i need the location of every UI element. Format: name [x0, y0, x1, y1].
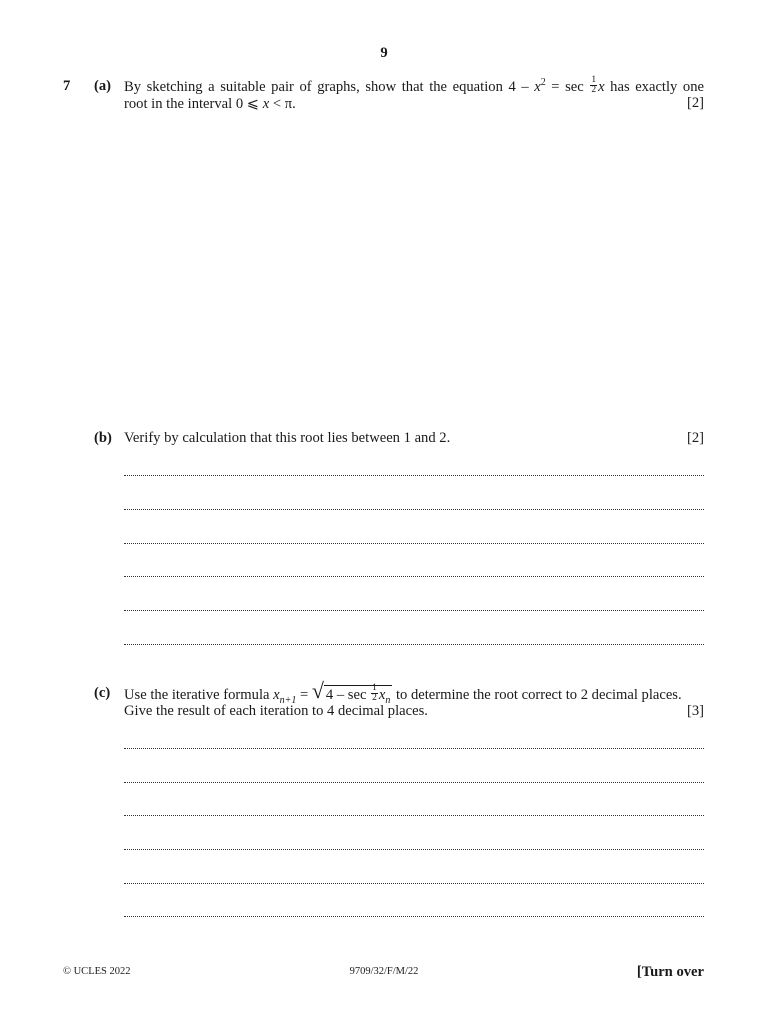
answer-line[interactable] — [124, 782, 704, 783]
part-b-text: Verify by calculation that this root lies between 1 and 2. — [124, 430, 451, 446]
question-number: 7 — [63, 78, 71, 94]
answer-line[interactable] — [124, 475, 704, 476]
answer-line[interactable] — [124, 543, 704, 544]
part-b-marks: [2] — [686, 430, 704, 446]
square-root: √ 4 – sec $\frac{1}{2}$ $x_n$ — [311, 678, 391, 706]
answer-line[interactable] — [124, 883, 704, 884]
part-a-text-line-2: root in the interval 0 ⩽ x < π. — [124, 96, 296, 112]
fraction-half: $\frac{1}{2}$ — [591, 75, 597, 95]
page-number: 9 — [380, 45, 388, 61]
answer-line[interactable] — [124, 576, 704, 577]
answer-line[interactable] — [124, 509, 704, 510]
answer-line[interactable] — [124, 916, 704, 917]
copyright-notice: © UCLES 2022 — [63, 966, 131, 977]
paper-code: 9709/32/F/M/22 — [349, 966, 419, 977]
answer-line[interactable] — [124, 815, 704, 816]
part-c-label: (c) — [94, 685, 111, 701]
answer-line[interactable] — [124, 748, 704, 749]
part-b-label: (b) — [94, 430, 112, 446]
turn-over: [Turn over — [636, 964, 704, 980]
part-a-label: (a) — [94, 78, 112, 94]
part-c-text-line-2: Give the result of each iteration to 4 decimal places. — [124, 703, 428, 719]
part-c-marks: [3] — [686, 703, 704, 719]
part-a-text-line-1: By sketching a suitable pair of graphs, show that the equation $4 - x^2 = \sec$ $\frac{1}{2}$ x has exactly one — [124, 75, 704, 95]
answer-line[interactable] — [124, 849, 704, 850]
fraction-half: $\frac{1}{2}$ — [372, 683, 377, 703]
part-a-marks: [2] — [686, 95, 704, 111]
answer-line[interactable] — [124, 610, 704, 611]
part-c-text-line-1: Use the iterative formula $x_{n+1}$ = √ 4 – sec $\frac{1}{2}$ $x_n$ to determine the root correct to 2 decimal places. — [124, 678, 682, 706]
answer-line[interactable] — [124, 644, 704, 645]
sketch-area[interactable] — [124, 120, 704, 415]
